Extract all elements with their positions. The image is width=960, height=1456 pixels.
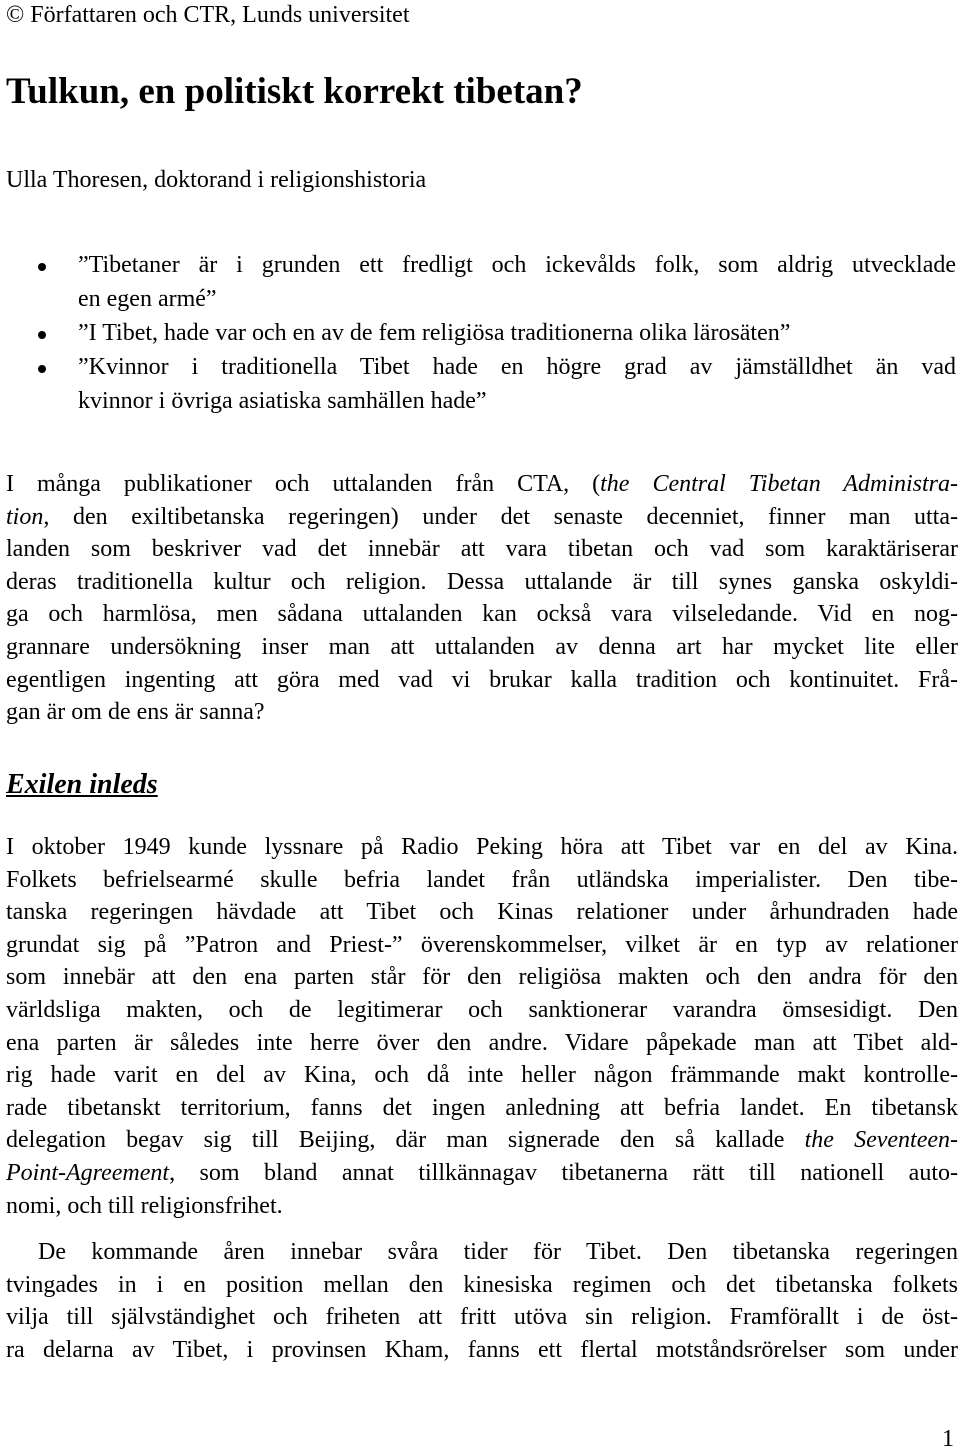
italic-text-run: the Central Tibetan Administra- <box>600 471 958 497</box>
paragraph-line: nomi, och till religionsfrihet. <box>6 1192 283 1219</box>
paragraph-line: ena parten är således inte herre över den andre. Vidare påpekade man att Tibet ald- <box>6 1029 958 1056</box>
paragraph-line <box>6 468 958 501</box>
paragraph-line: landen som beskriver vad det innebär att vara tibetan och vad som karaktäriserar <box>6 536 958 563</box>
paragraph-line: ga och harmlösa, men sådana uttalanden kan också vara vilseledande. Vid en nog- <box>6 601 958 628</box>
paragraph-line <box>6 501 958 534</box>
paragraph-line: deras traditionella kultur och religion. Dessa uttalande är till synes ganska oskyldi- <box>6 568 958 595</box>
page-number: 1 <box>942 1426 954 1452</box>
paragraph-line <box>6 1124 958 1157</box>
paragraph-line: tanska regeringen hävdade att Tibet och Kinas relationer under århundraden hade <box>6 899 958 926</box>
text-run: delegation begav sig till Beijing, där man signerade den så kallade <box>6 1127 805 1154</box>
paragraph-line: som innebär att den ena parten står för den religiösa makten och den andra för den <box>6 964 958 991</box>
paragraph-line: gan är om de ens är sanna? <box>6 699 265 726</box>
paragraph-line: grannare undersökning inser man att uttalanden av denna art har mycket lite eller <box>6 633 958 660</box>
paragraph-line: världsliga makten, och de legitimerar och sanktionerar varandra ömsesidigt. Den <box>6 996 958 1023</box>
italic-text-run: Point-Agreement <box>6 1159 170 1186</box>
page-title: Tulkun, en politiskt korrekt tibetan? <box>6 71 583 112</box>
intro-paragraph <box>6 468 958 729</box>
copyright-notice: © Författaren och CTR, Lunds universitet <box>6 2 410 28</box>
bullet-icon <box>38 263 46 271</box>
list-item-line: ”I Tibet, hade var och en av de fem religiösa traditionerna olika lärosäten” <box>78 320 791 346</box>
paragraph-line: I oktober 1949 kunde lyssnare på Radio Peking höra att Tibet var en del av Kina. <box>6 834 958 860</box>
paragraph-line: grundat sig på ”Patron and Priest-” överenskommelser, vilket är en typ av relationer <box>6 931 958 958</box>
bullet-icon <box>38 365 46 373</box>
body-paragraph <box>6 831 958 1222</box>
list-item-line: kvinnor i övriga asiatiska samhällen hade” <box>78 388 487 414</box>
paragraph-line: rig hade varit en del av Kina, och då inte heller någon främmande makt kontrolle- <box>6 1062 958 1089</box>
text-run: , som bland annat tillkännagav tibetanerna rätt till nationell auto- <box>169 1159 958 1186</box>
paragraph-line: Folkets befrielsearmé skulle befria landet från utländska imperialister. Den tibe- <box>6 866 958 893</box>
paragraph-line: tvingades in i en position mellan den kinesiska regimen och det tibetanska folkets <box>6 1271 958 1298</box>
body-paragraph <box>6 1236 958 1366</box>
italic-text-run: tion <box>6 503 44 530</box>
list-item <box>0 350 960 418</box>
paragraph-line <box>6 1157 958 1190</box>
list-item-line: ”Tibetaner är i grunden ett fredligt och ickevålds folk, som aldrig utvecklade <box>78 252 956 278</box>
list-item <box>0 248 960 316</box>
paragraph-line: egentligen ingenting att göra med vad vi brukar kalla tradition och kontinuitet. Frå- <box>6 666 958 693</box>
list-item-line: ”Kvinnor i traditionella Tibet hade en högre grad av jämställdhet än vad <box>78 354 956 380</box>
text-run: , den exiltibetanska regeringen) under det senaste decenniet, finner man utta- <box>43 503 958 530</box>
list-item <box>0 316 960 350</box>
section-heading: Exilen inleds <box>6 769 158 800</box>
quote-list <box>0 248 960 418</box>
paragraph-line: De kommande åren innebar svåra tider för Tibet. Den tibetanska regeringen <box>38 1239 958 1265</box>
paragraph-line: ra delarna av Tibet, i provinsen Kham, fanns ett flertal motståndsrörelser som under <box>6 1336 958 1363</box>
bullet-icon <box>38 331 46 339</box>
list-item-line: en egen armé” <box>78 286 217 312</box>
italic-text-run: the Seventeen- <box>804 1127 958 1154</box>
author-line: Ulla Thoresen, doktorand i religionshistoria <box>6 167 427 193</box>
text-run: I många publikationer och uttalanden från CTA, ( <box>6 471 601 497</box>
paragraph-line: rade tibetanskt territorium, fanns det ingen anledning att befria landet. En tibetansk <box>6 1094 958 1121</box>
paragraph-line: vilja till självständighet och friheten att fritt utöva sin religion. Framförallt i de öst- <box>6 1304 958 1331</box>
